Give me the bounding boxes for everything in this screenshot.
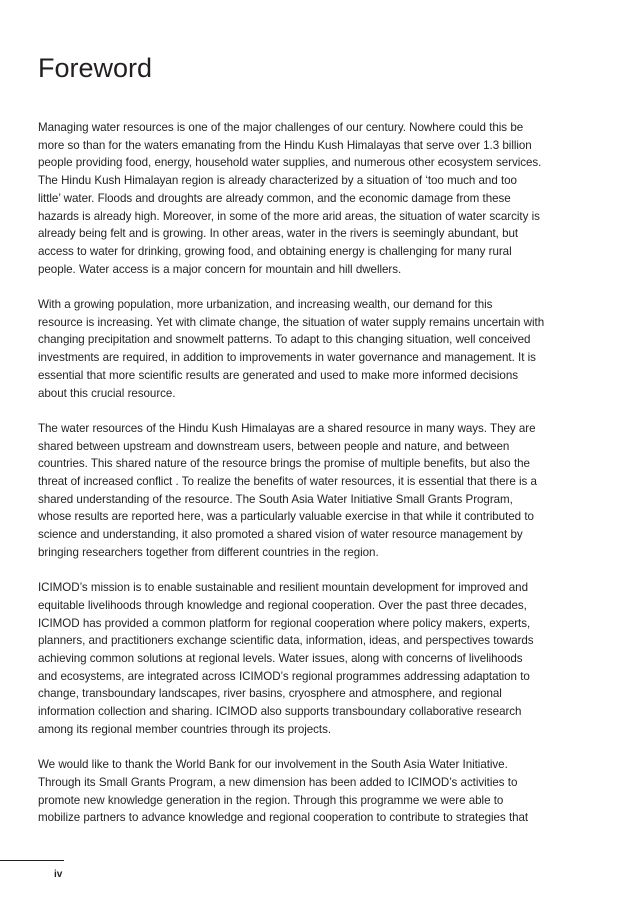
text-line: promote new knowledge generation in the region. Through this programme we were able to: [38, 793, 504, 807]
text-line: countries. This shared nature of the resource brings the promise of multiple benefits, but also the: [38, 457, 530, 471]
text-line: achieving common solutions at regional levels. Water issues, along with concerns of livelihoods: [38, 652, 523, 666]
text-line: science and understanding, it also promoted a shared vision of water resource management by: [38, 528, 523, 542]
text-line: people providing food, energy, household water supplies, and numerous other ecosystem services.: [38, 156, 542, 170]
text-line: information collection and sharing. ICIMOD also supports transboundary collaborative research: [38, 705, 522, 719]
text-line: The water resources of the Hindu Kush Himalayas are a shared resource in many ways. They are: [38, 421, 536, 435]
text-line: shared between upstream and downstream users, between people and nature, and between: [38, 439, 510, 453]
text-line: among its regional member countries through its projects.: [38, 722, 331, 736]
page-number: iv: [54, 869, 63, 880]
paragraph: [38, 756, 598, 827]
text-line: about this crucial resource.: [38, 386, 176, 400]
text-line: Through its Small Grants Program, a new dimension has been added to ICIMOD’s activities to: [38, 775, 518, 789]
text-line: changing precipitation and snowmelt patterns. To adapt to this changing situation, well conceived: [38, 333, 531, 347]
paragraph: [38, 420, 598, 562]
text-line: resource is increasing. Yet with climate change, the situation of water supply remains uncertain with: [38, 315, 545, 329]
text-line: access to water for drinking, growing food, and obtaining energy is challenging for many rural: [38, 244, 512, 258]
text-line: shared understanding of the resource. The South Asia Water Initiative Small Grants Program,: [38, 492, 513, 506]
text-line: mobilize partners to advance knowledge and regional cooperation to contribute to strategies that: [38, 811, 529, 825]
text-line: threat of increased conflict . To realize the benefits of water resources, it is essential that there is a: [38, 475, 537, 489]
text-line: essential that more scientific results are generated and used to make more informed decisions: [38, 368, 518, 382]
text-line: The Hindu Kush Himalayan region is already characterized by a situation of ‘too much and too: [38, 174, 517, 188]
text-line: people. Water access is a major concern for mountain and hill dwellers.: [38, 262, 402, 276]
text-line: more so than for the waters emanating from the Hindu Kush Himalayas that serve over 1.3 billion: [38, 138, 532, 152]
text-line: equitable livelihoods through knowledge and regional cooperation. Over the past three decades,: [38, 598, 527, 612]
text-line: change, transboundary landscapes, river basins, cryosphere and atmosphere, and regional: [38, 687, 502, 701]
paragraph: [38, 579, 598, 738]
text-line: investments are required, in addition to improvements in water governance and management. It is: [38, 351, 536, 365]
text-line: little’ water. Floods and droughts are already common, and the economic damage from these: [38, 191, 511, 205]
text-line: ICIMOD has provided a common platform for regional cooperation where policy makers, experts,: [38, 616, 531, 630]
text-line: Managing water resources is one of the major challenges of our century. Nowhere could this be: [38, 121, 524, 134]
foreword-body: [38, 119, 598, 845]
paragraph: [38, 119, 598, 278]
text-line: ICIMOD’s mission is to enable sustainable and resilient mountain development for improved and: [38, 581, 528, 595]
paragraph: [38, 296, 598, 402]
text-line: planners, and practitioners exchange scientific data, information, ideas, and perspectives towards: [38, 634, 534, 648]
text-line: hazards is already high. Moreover, in some of the more arid areas, the situation of water scarcity is: [38, 209, 540, 223]
text-line: With a growing population, more urbanization, and increasing wealth, our demand for this: [38, 298, 493, 312]
text-line: We would like to thank the World Bank for our involvement in the South Asia Water Initiative.: [38, 758, 508, 772]
text-line: and ecosystems, are integrated across ICIMOD’s regional programmes addressing adaptation to: [38, 669, 530, 683]
text-line: whose results are reported here, was a particularly valuable exercise in that while it contributed to: [38, 510, 534, 524]
page-title: Foreword: [38, 53, 153, 83]
text-line: already being felt and is growing. In other areas, water in the rivers is seemingly abundant, but: [38, 227, 519, 241]
footer-rule: [0, 860, 64, 861]
text-line: bringing researchers together from different countries in the region.: [38, 545, 379, 559]
